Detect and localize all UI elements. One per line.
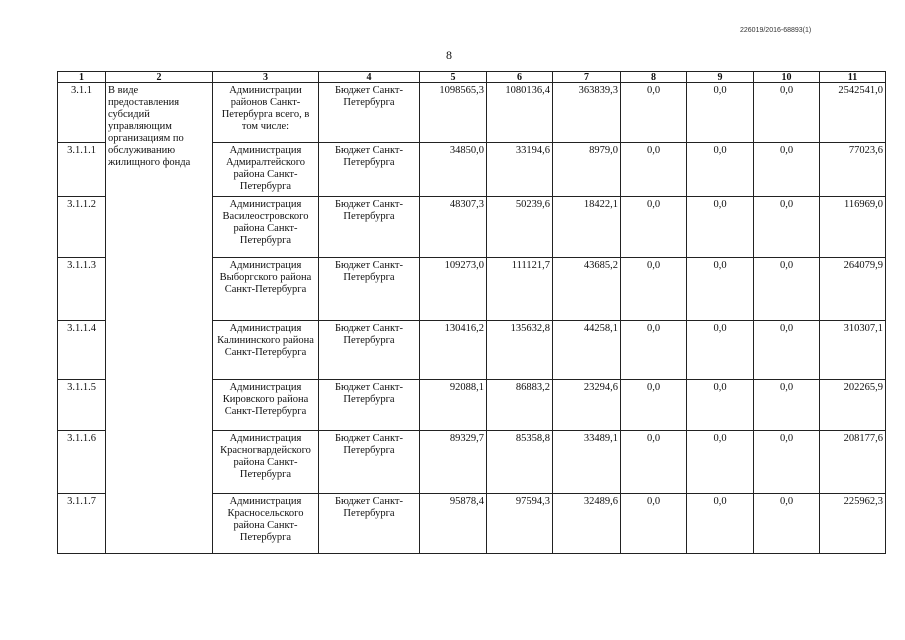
- value-col-5: 1098565,3: [420, 83, 487, 143]
- column-header: 11: [820, 72, 886, 83]
- header-row: [58, 72, 886, 83]
- value-col-5: 48307,3: [420, 197, 487, 258]
- value-col-9: 0,0: [687, 494, 754, 554]
- column-header: 1: [58, 72, 106, 83]
- value-col-5: 130416,2: [420, 321, 487, 380]
- row-funding-source: Бюджет Санкт-Петербурга: [319, 494, 420, 554]
- column-header: 8: [621, 72, 687, 83]
- row-code: 3.1.1.5: [58, 380, 106, 431]
- column-header: 2: [106, 72, 213, 83]
- page-number: 8: [446, 48, 452, 62]
- value-col-9: 0,0: [687, 197, 754, 258]
- value-col-6: 111121,7: [487, 258, 553, 321]
- value-col-9: 0,0: [687, 380, 754, 431]
- row-code: 3.1.1.1: [58, 143, 106, 197]
- value-col-7: 18422,1: [553, 197, 621, 258]
- value-col-9: 0,0: [687, 83, 754, 143]
- value-col-11: 208177,6: [820, 431, 886, 494]
- row-funding-source: Бюджет Санкт-Петербурга: [319, 197, 420, 258]
- value-col-5: 92088,1: [420, 380, 487, 431]
- value-col-11: 264079,9: [820, 258, 886, 321]
- row-administration: Администрации районов Санкт-Петербурга всего, в том числе:: [213, 83, 319, 143]
- value-col-6: 97594,3: [487, 494, 553, 554]
- row-funding-source: Бюджет Санкт-Петербурга: [319, 380, 420, 431]
- value-col-10: 0,0: [754, 321, 820, 380]
- value-col-11: 77023,6: [820, 143, 886, 197]
- value-col-6: 50239,6: [487, 197, 553, 258]
- value-col-6: 85358,8: [487, 431, 553, 494]
- value-col-6: 33194,6: [487, 143, 553, 197]
- row-funding-source: Бюджет Санкт-Петербурга: [319, 143, 420, 197]
- row-administration: Администрация Красносельского района Санкт-Петербурга: [213, 494, 319, 554]
- value-col-5: 95878,4: [420, 494, 487, 554]
- column-header: 7: [553, 72, 621, 83]
- value-col-11: 225962,3: [820, 494, 886, 554]
- value-col-8: 0,0: [621, 258, 687, 321]
- value-col-8: 0,0: [621, 431, 687, 494]
- value-col-10: 0,0: [754, 494, 820, 554]
- value-col-5: 109273,0: [420, 258, 487, 321]
- column-header: 5: [420, 72, 487, 83]
- row-code: 3.1.1.7: [58, 494, 106, 554]
- budget-table: [57, 71, 886, 554]
- value-col-7: 32489,6: [553, 494, 621, 554]
- value-col-7: 8979,0: [553, 143, 621, 197]
- column-header: 4: [319, 72, 420, 83]
- row-code: 3.1.1.3: [58, 258, 106, 321]
- row-administration: Администрация Адмиралтейского района Санкт-Петербурга: [213, 143, 319, 197]
- value-col-8: 0,0: [621, 494, 687, 554]
- row-administration: Администрация Красногвардейского района Санкт-Петербурга: [213, 431, 319, 494]
- value-col-9: 0,0: [687, 258, 754, 321]
- value-col-11: 2542541,0: [820, 83, 886, 143]
- row-funding-source: Бюджет Санкт-Петербурга: [319, 258, 420, 321]
- value-col-10: 0,0: [754, 380, 820, 431]
- value-col-7: 33489,1: [553, 431, 621, 494]
- column-header: 9: [687, 72, 754, 83]
- value-col-5: 34850,0: [420, 143, 487, 197]
- row-funding-source: Бюджет Санкт-Петербурга: [319, 321, 420, 380]
- value-col-10: 0,0: [754, 258, 820, 321]
- value-col-11: 202265,9: [820, 380, 886, 431]
- value-col-9: 0,0: [687, 143, 754, 197]
- value-col-7: 43685,2: [553, 258, 621, 321]
- row-funding-source: Бюджет Санкт-Петербурга: [319, 431, 420, 494]
- value-col-11: 116969,0: [820, 197, 886, 258]
- row-code: 3.1.1.6: [58, 431, 106, 494]
- column-header: 6: [487, 72, 553, 83]
- column-header: 10: [754, 72, 820, 83]
- row-code: 3.1.1: [58, 83, 106, 143]
- value-col-6: 135632,8: [487, 321, 553, 380]
- value-col-6: 86883,2: [487, 380, 553, 431]
- value-col-7: 44258,1: [553, 321, 621, 380]
- value-col-5: 89329,7: [420, 431, 487, 494]
- document-id: 226019/2016-68893(1): [740, 27, 812, 34]
- value-col-10: 0,0: [754, 143, 820, 197]
- row-description: В виде предоставления субсидий управляющим организациям по обслуживанию жилищного фонда: [106, 83, 213, 554]
- row-administration: Администрация Василеостровского района Санкт-Петербурга: [213, 197, 319, 258]
- row-administration: Администрация Кировского района Санкт-Петербурга: [213, 380, 319, 431]
- column-header: 3: [213, 72, 319, 83]
- row-administration: Администрация Выборгского района Санкт-Петербурга: [213, 258, 319, 321]
- value-col-8: 0,0: [621, 143, 687, 197]
- value-col-7: 363839,3: [553, 83, 621, 143]
- value-col-8: 0,0: [621, 83, 687, 143]
- row-administration: Администрация Калининского района Санкт-Петербурга: [213, 321, 319, 380]
- value-col-8: 0,0: [621, 197, 687, 258]
- row-funding-source: Бюджет Санкт-Петербурга: [319, 83, 420, 143]
- value-col-8: 0,0: [621, 380, 687, 431]
- value-col-10: 0,0: [754, 197, 820, 258]
- value-col-8: 0,0: [621, 321, 687, 380]
- value-col-9: 0,0: [687, 321, 754, 380]
- value-col-11: 310307,1: [820, 321, 886, 380]
- row-code: 3.1.1.2: [58, 197, 106, 258]
- row-code: 3.1.1.4: [58, 321, 106, 380]
- value-col-9: 0,0: [687, 431, 754, 494]
- value-col-10: 0,0: [754, 83, 820, 143]
- value-col-7: 23294,6: [553, 380, 621, 431]
- value-col-10: 0,0: [754, 431, 820, 494]
- table-row: [58, 83, 886, 143]
- table-body: [58, 83, 886, 554]
- value-col-6: 1080136,4: [487, 83, 553, 143]
